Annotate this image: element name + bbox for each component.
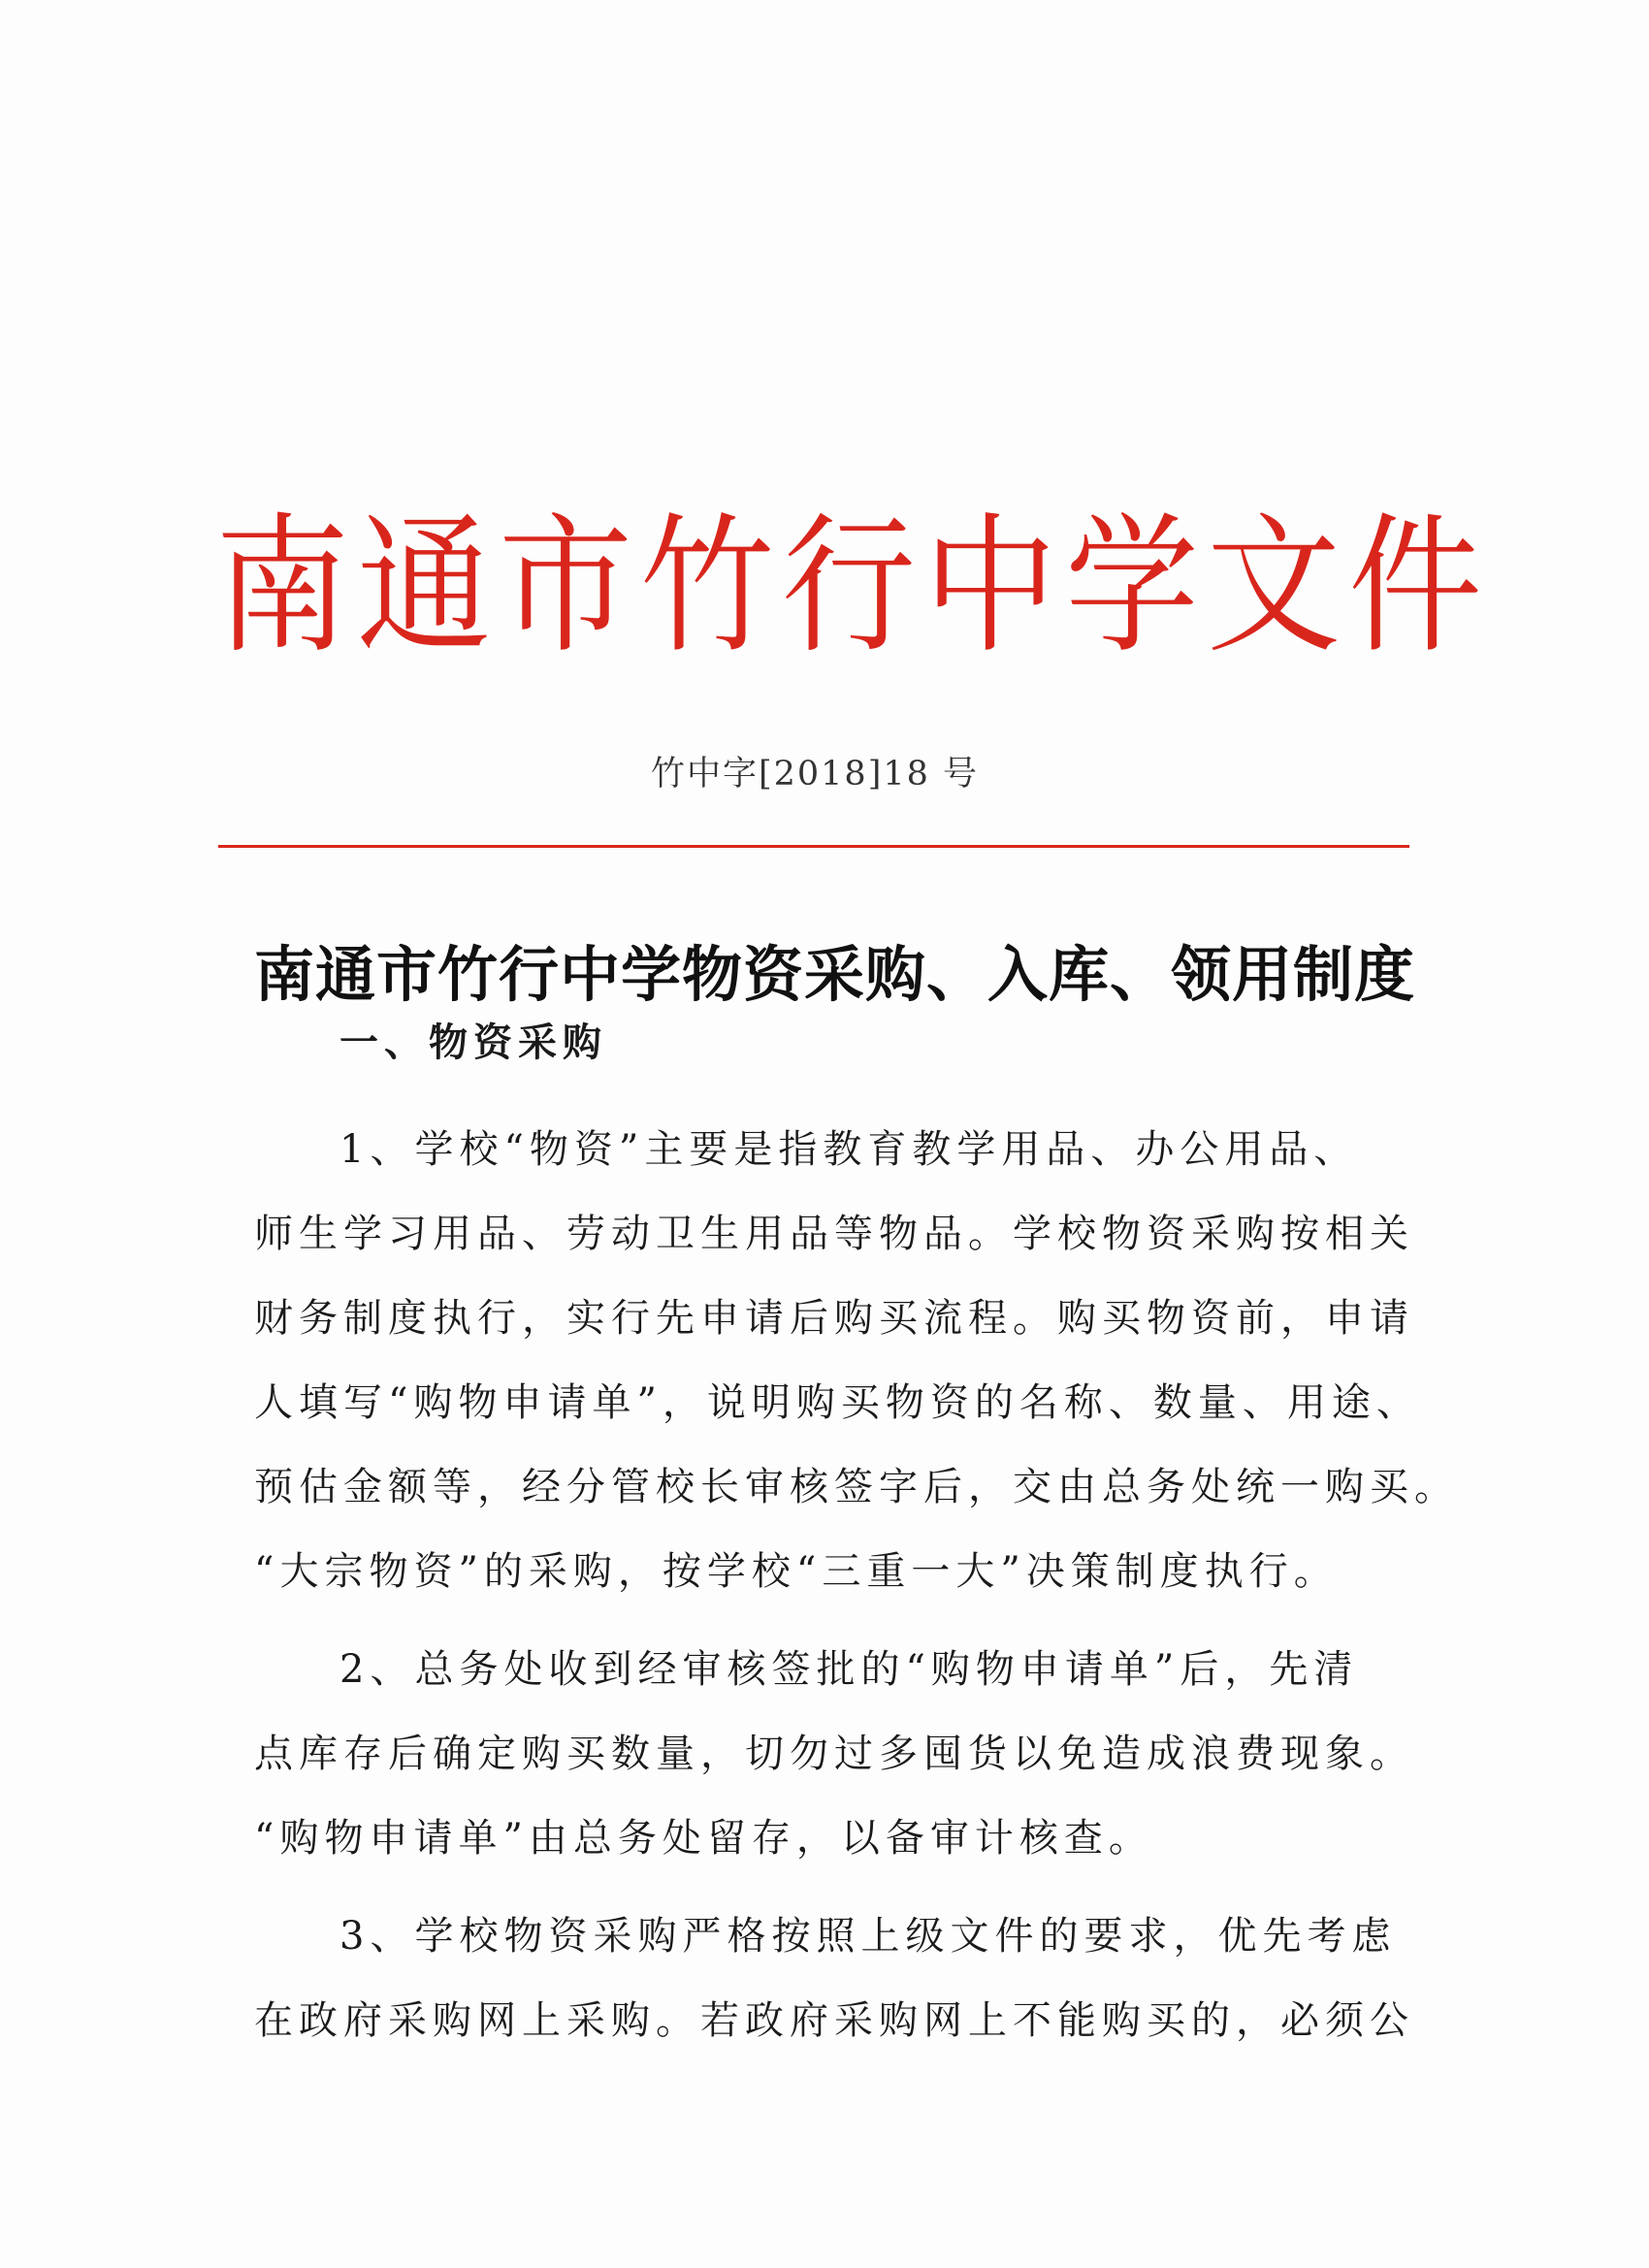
paragraph-line: 在政府采购网上采购。若政府采购网上不能购买的，必须公 <box>254 1998 1414 2043</box>
paragraph-line: 3、学校物资采购严格按照上级文件的要求，优先考虑 <box>340 1914 1397 1959</box>
red-divider-line <box>218 845 1409 848</box>
paragraph-line: 师生学习用品、劳动卫生用品等物品。学校物资采购按相关 <box>254 1212 1414 1256</box>
paragraph-2 <box>254 1628 1414 1881</box>
paragraph-1 <box>254 1108 1459 1614</box>
document-body <box>254 1019 1459 2077</box>
section-heading-procurement: 一、物资采购 <box>340 1020 607 1065</box>
paragraph-line: “购物申请单”由总务处留存，以备审计核查。 <box>254 1816 1153 1861</box>
paragraph-line: 人填写“购物申请单”，说明购买物资的名称、数量、用途、 <box>254 1380 1421 1425</box>
paragraph-line: 点库存后确定购买数量，切勿过多囤货以免造成浪费现象。 <box>254 1732 1414 1776</box>
paragraph-line: 财务制度执行，实行先申请后购买流程。购买物资前，申请 <box>254 1296 1414 1341</box>
document-title: 南通市竹行中学物资采购、入库、领用制度 <box>254 939 1416 1010</box>
masthead-title: 南通市竹行中学文件 <box>215 499 1491 674</box>
paragraph-line: “大宗物资”的采购，按学校“三重一大”决策制度执行。 <box>254 1549 1339 1594</box>
paragraph-3 <box>254 1895 1414 2063</box>
paragraph-line: 2、总务处收到经审核签批的“购物申请单”后，先清 <box>340 1647 1359 1692</box>
paragraph-line: 1、学校“物资”主要是指教育教学用品、办公用品、 <box>340 1127 1359 1172</box>
document-number: 竹中字[2018]18 号 <box>650 755 980 794</box>
paragraph-line: 预估金额等，经分管校长审核签字后，交由总务处统一购买。 <box>254 1465 1459 1509</box>
